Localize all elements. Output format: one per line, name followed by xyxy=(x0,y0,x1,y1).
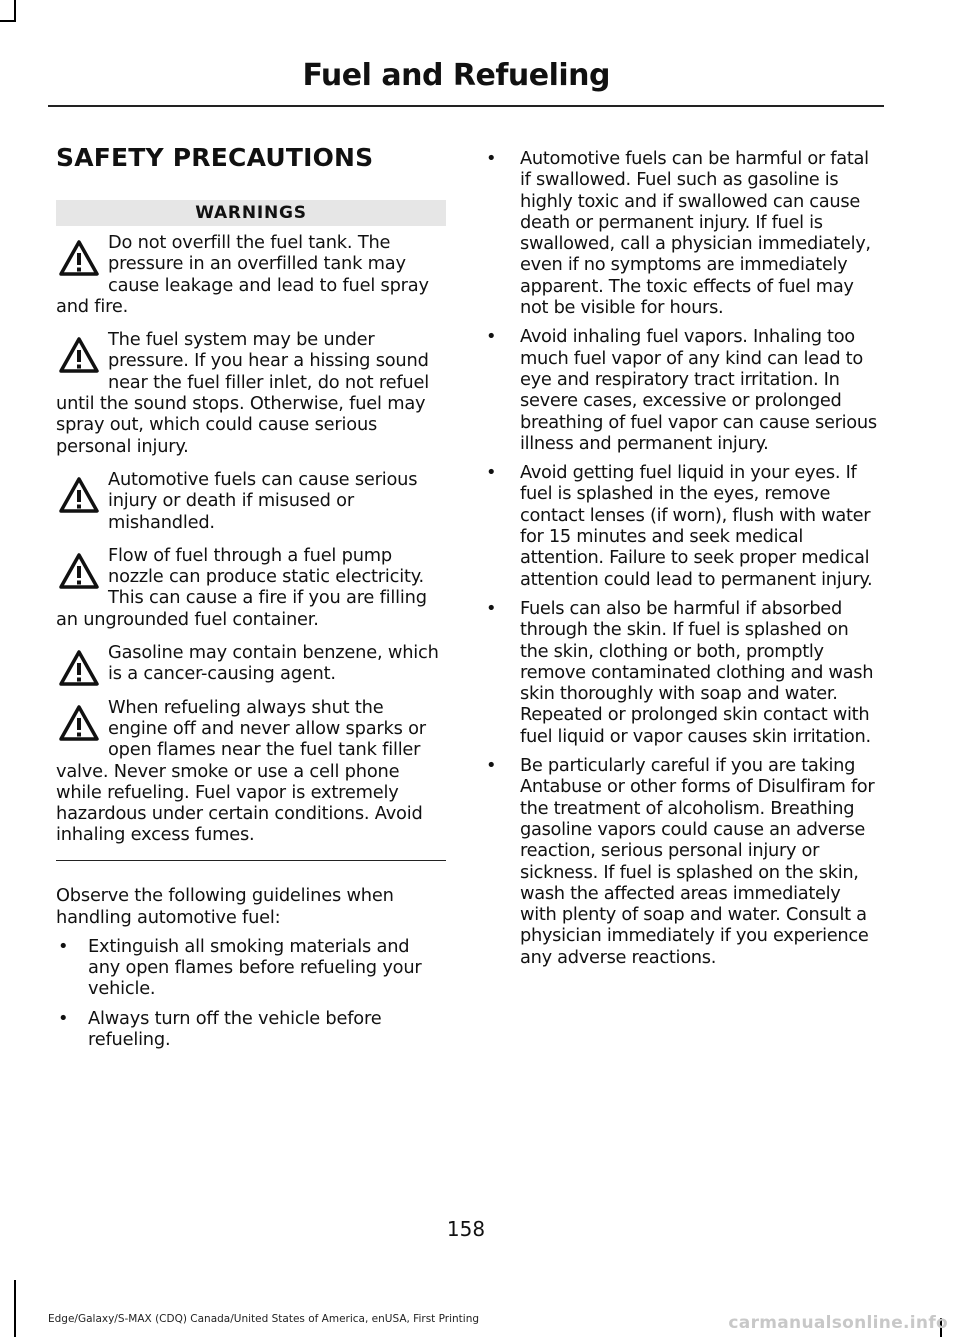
bullet-glyph: • xyxy=(58,935,69,957)
guideline-text: Fuels can also be harmful if absorbed through the skin. If fuel is splashed on the skin, clothing or both, promptly remove contaminated clothing and wash skin thoroughly with soap and water. Repeated or prolonged skin contact with fuel liquid or vapor causes skin irritation. xyxy=(520,597,874,747)
warning-item xyxy=(56,545,446,630)
bullet-glyph: • xyxy=(486,148,497,169)
guideline-text: Avoid inhaling fuel vapors. Inhaling too much fuel vapor of any kind can lead to eye and respiratory tract irritation. In severe cases, excessive or prolonged breathing of fuel vapor can cause serious illness and permanent injury. xyxy=(520,326,877,454)
guideline-text: Automotive fuels can be harmful or fatal if swallowed. Fuel such as gasoline is highly toxic and if swallowed can cause death or permanent injury. If fuel is swallowed, call a physician immediately, even if no symptoms are immediately apparent. The toxic effects of fuel may not be visible for hours. xyxy=(520,148,871,319)
chapter-title: Fuel and Refueling xyxy=(302,58,610,93)
guideline-text: Avoid getting fuel liquid in your eyes. If fuel is splashed in the eyes, remove contact lenses (if worn), flush with water for 15 minutes and seek medical attention. Failure to seek proper medical attention could lead to permanent injury. xyxy=(520,462,873,590)
warning-item xyxy=(56,697,446,846)
guideline-item xyxy=(478,462,882,590)
warning-item xyxy=(56,469,446,533)
warning-text: The fuel system may be under pressure. If you hear a hissing sound near the fuel filler inlet, do not refuel until the sound stops. Otherwise, fuel may spray out, which could cause serious personal injury. xyxy=(56,329,429,457)
crop-mark xyxy=(14,1280,16,1337)
page-number: 158 xyxy=(446,1217,486,1241)
crop-mark xyxy=(14,0,16,22)
guideline-text: Always turn off the vehicle before refueling. xyxy=(88,1007,382,1050)
warning-text: Flow of fuel through a fuel pump nozzle can produce static electricity. This can cause a fire if you are filling an ungrounded fuel container. xyxy=(56,544,427,630)
warning-item xyxy=(56,642,446,685)
warning-text: Gasoline may contain benzene, which is a cancer-causing agent. xyxy=(108,642,439,685)
bullet-glyph: • xyxy=(486,462,497,484)
guideline-item xyxy=(56,936,446,1000)
warning-triangle-icon xyxy=(56,699,102,747)
warning-triangle-icon xyxy=(56,644,102,692)
warnings-rule xyxy=(56,860,446,862)
warnings-header: WARNINGS xyxy=(56,200,446,226)
right-column xyxy=(478,148,882,976)
guideline-item xyxy=(478,326,882,454)
guidelines-list-right xyxy=(478,148,882,968)
guideline-item xyxy=(56,1008,446,1051)
guideline-text: Extinguish all smoking materials and any open flames before refueling your vehicle. xyxy=(88,935,422,1000)
warnings-list xyxy=(56,232,446,846)
warning-triangle-icon xyxy=(56,547,102,595)
guideline-item xyxy=(478,148,882,318)
warning-item xyxy=(56,329,446,457)
bullet-glyph: • xyxy=(486,597,497,619)
left-column xyxy=(56,143,446,1058)
warning-triangle-icon xyxy=(56,234,102,282)
warning-text: When refueling always shut the engine off and never allow sparks or open flames near the fuel tank filler valve. Never smoke or use a cell phone while refueling. Fuel vapor is extremely hazardous under certain conditions. Avoid inhaling excess fumes. xyxy=(56,696,426,846)
guideline-item xyxy=(478,755,882,968)
header-rule xyxy=(48,105,884,107)
warning-triangle-icon xyxy=(56,471,102,519)
guidelines-intro: Observe the following guidelines when handling automotive fuel: xyxy=(56,885,394,928)
footer-text: Edge/Galaxy/S-MAX (CDQ) Canada/United States of America, enUSA, First Printing xyxy=(48,1313,480,1325)
bullet-glyph: • xyxy=(486,755,497,777)
warning-text: Do not overfill the fuel tank. The pressure in an overfilled tank may cause leakage and lead to fuel spray and fire. xyxy=(56,232,429,317)
crop-mark xyxy=(0,20,16,22)
warning-triangle-icon xyxy=(56,331,102,379)
watermark: carmanualsonline.info xyxy=(728,1313,948,1333)
warning-text: Automotive fuels can cause serious injury or death if misused or mishandled. xyxy=(108,468,418,533)
section-title: SAFETY PRECAUTIONS xyxy=(56,143,374,172)
bullet-glyph: • xyxy=(58,1007,69,1029)
guideline-item xyxy=(478,598,882,747)
guidelines-list-left xyxy=(56,936,446,1050)
guideline-text: Be particularly careful if you are taking Antabuse or other forms of Disulfiram for the treatment of alcoholism. Breathing gasoline vapors could cause an adverse reaction, serious personal injury or sickness. If fuel is splashed on the skin, wash the affected areas immediately with plenty of soap and water. Consult a physician immediately if you experience any adverse reactions. xyxy=(520,755,875,968)
warning-item xyxy=(56,232,446,317)
bullet-glyph: • xyxy=(486,326,497,348)
